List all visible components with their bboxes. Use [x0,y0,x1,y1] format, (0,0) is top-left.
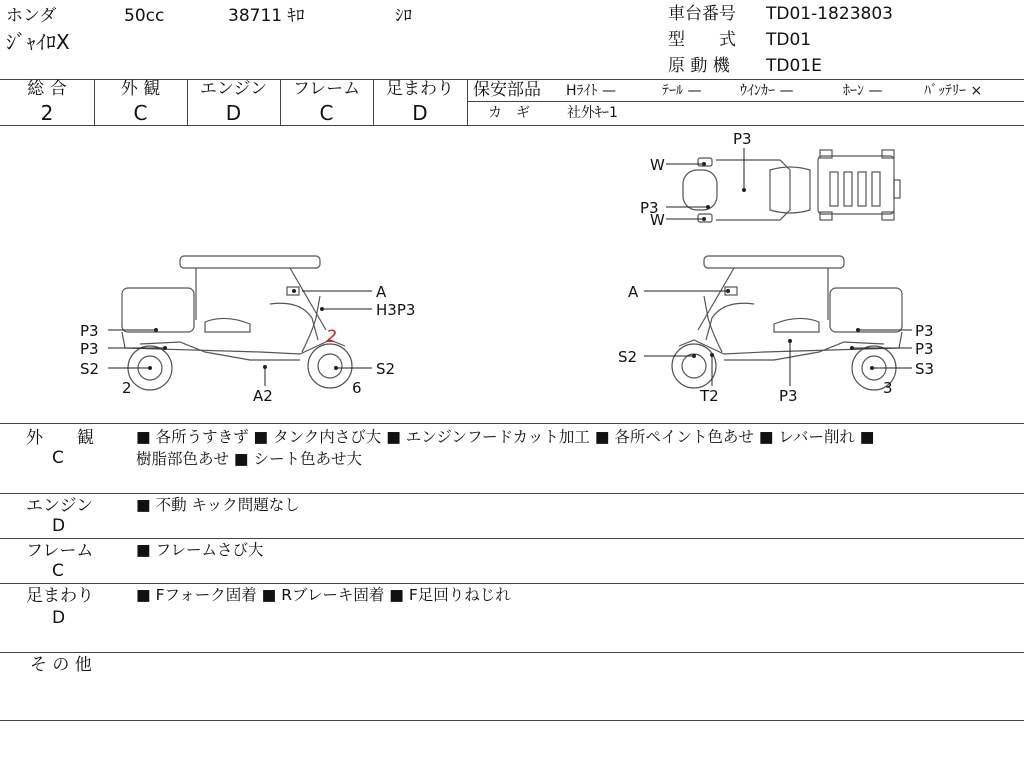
remark-grade-frame: C [52,561,64,581]
remark-grade-engine: D [52,516,66,536]
label-left-a2: A2 [253,387,273,405]
remark-label-suspension: 足まわり [26,586,94,606]
divider [0,583,1024,584]
divider [0,720,1024,721]
right-side-view [672,256,902,390]
remark-label-engine: エンジン [26,496,94,516]
label-left-p3-b: P3 [80,340,99,358]
label-top-w-lower: W [650,211,665,229]
frame-no: TD01-1823803 [766,4,893,24]
label-left-2: 2 [122,379,132,397]
label-left-6: 6 [352,379,362,397]
type-label: 型 式 [668,30,736,50]
remark-text-frame: ■ フレームさび大 [136,541,264,559]
grade-label-exterior: 外 観 [120,79,161,99]
label-right-a: A [628,283,639,301]
mileage: 38711 ｷﾛ [228,6,305,26]
label-top-p3-lower: P3 [640,199,659,217]
engine-value: TD01E [766,56,822,76]
label-top-p3: P3 [733,130,752,148]
remark-label-other: そ の 他 [30,655,92,675]
remark-label-frame: フレーム [26,541,94,561]
engine-label: 原 動 機 [668,56,730,76]
label-right-t2: T2 [700,387,719,405]
handwritten-mark: 2 [326,327,337,347]
label-left-p3-a: P3 [80,322,99,340]
divider [0,652,1024,653]
color: ｼﾛ [395,6,412,26]
frame-no-label: 車台番号 [668,4,736,24]
grade-value-frame: C [319,101,334,125]
grade-label-frame: フレーム [292,79,361,99]
safety-label: 保安部品 [473,80,541,100]
grade-label-overall: 総 合 [27,79,67,99]
divider [468,101,1024,102]
divider [0,423,1024,424]
safety-item-headlight: Hﾗｲﾄ — [566,83,616,99]
key-label: カ ギ [488,105,530,121]
label-left-h3p3: H3P3 [376,301,416,319]
grade-value-suspension: D [412,101,428,125]
remark-text-exterior-2: 樹脂部色あせ ■ シート色あせ大 [136,450,362,468]
remark-text-suspension: ■ Fフォーク固着 ■ Rブレーキ固着 ■ F足回りねじれ [136,586,511,604]
remark-text-engine: ■ 不動 キック問題なし [136,496,300,514]
safety-item-battery: ﾊﾞｯﾃﾘｰ × [924,83,983,99]
grade-value-engine: D [225,101,242,125]
label-right-s3: S3 [915,360,935,378]
safety-item-winker: ｳｲﾝｶｰ — [740,83,794,99]
label-right-s2: S2 [618,348,638,366]
divider [0,538,1024,539]
divider [0,493,1024,494]
label-left-s2: S2 [80,360,100,378]
grade-label-suspension: 足まわり [386,79,454,99]
remark-grade-suspension: D [52,608,66,628]
maker: ホンダ [6,6,57,26]
label-left-a: A [376,283,387,301]
label-right-p3-b: P3 [915,340,934,358]
displacement: 50cc [124,6,165,26]
grade-value-exterior: C [133,101,148,125]
scooter-diagram [0,126,1024,422]
label-left-s2-right: S2 [376,360,396,378]
safety-item-tail: ﾃｰﾙ — [662,83,702,99]
key-value: 社外ｷｰ1 [567,105,618,121]
label-right-p3-bottom: P3 [779,387,798,405]
model-name: ｼﾞｬｲﾛX [6,30,70,54]
label-right-p3-a: P3 [915,322,934,340]
type-value: TD01 [766,30,812,50]
grade-value-overall: 2 [40,101,54,125]
remark-label-exterior: 外 観 [26,428,94,448]
divider [467,79,468,125]
grade-label-engine: エンジン [199,79,268,99]
remark-text-exterior-1: ■ 各所うすきず ■ タンク内さび大 ■ エンジンフードカット加工 ■ 各所ペイント色あせ ■ レバー削れ ■ [136,428,875,446]
top-view [683,150,900,222]
remark-grade-exterior: C [52,448,64,468]
safety-item-horn: ﾎｰﾝ — [843,83,883,99]
label-right-3: 3 [883,379,893,397]
label-top-w-upper: W [650,156,665,174]
left-side-view [122,256,352,390]
